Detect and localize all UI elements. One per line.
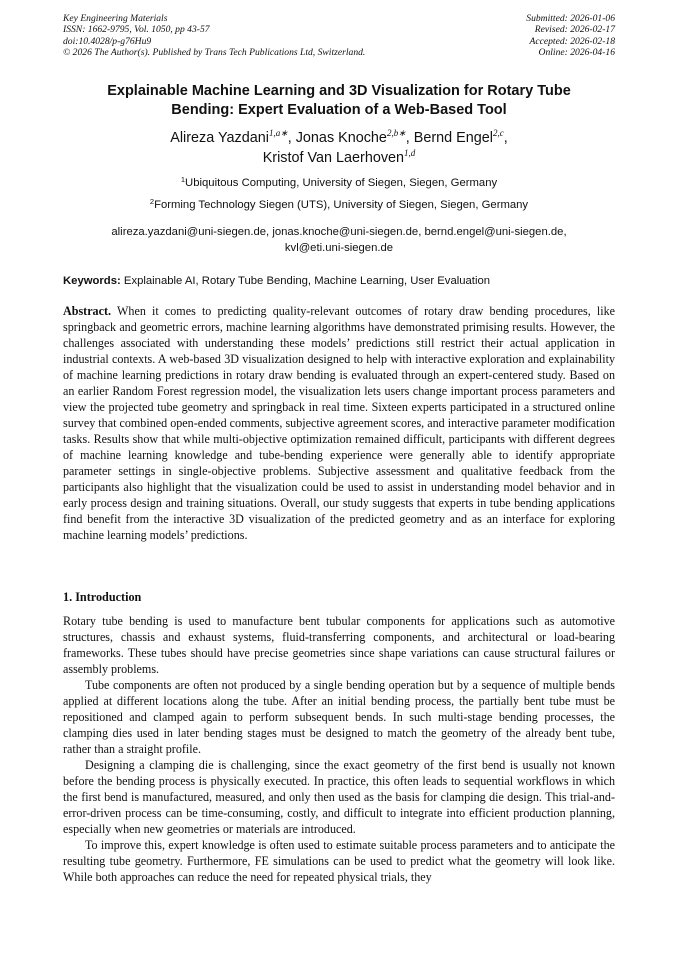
paper-title [63, 82, 615, 120]
author-name: Bernd Engel [413, 130, 493, 146]
submitted-date: Submitted: 2026-01-06 [526, 13, 615, 24]
doi[interactable]: doi:10.4028/p-g76Hu9 [63, 35, 152, 47]
paragraph: To improve this, expert knowledge is often used to estimate suitable process parameters and to anticipate the resulting tube geometry. Furthermore, FE simulations can be used to predict what the geometry will look like. While both approaches can reduce the need for repeated physical trials, they [63, 838, 615, 884]
title-line-1: Explainable Machine Learning and 3D Visualization for Rotary Tube [107, 83, 571, 99]
revised-date: Revised: 2026-02-17 [534, 24, 615, 36]
affiliation-2: $^2$Forming Technology Siegen (UTS), University of Siegen, Siegen, Germany [149, 197, 529, 211]
abstract [63, 303, 615, 543]
introduction-body [63, 613, 615, 885]
author-affiliation-mark: 2,c [492, 128, 504, 138]
abstract-text: When it comes to predicting quality-relevant outcomes of rotary draw bending procedures, like springback and geometric errors, machine learning algorithms have demonstrated primising results. However, the challenges associated with understanding these models’ predictions still restrict their actual application in industrial contexts. A web-based 3D visualization designed to help with interactive exploration and explainability of machine learning predictions in rotary draw bending is evaluated through an expert-centered study. Based on an earlier Random Forest regression model, the visualization lets users change important process parameters and view the projected tube geometry and springback in real time. Sixteen experts participated in a structured online survey that combined open-ended comments, subjective agreement scores, and interactive parameter modification tasks. Results show that while multi-objective optimization remained difficult, participants with different degrees of machine learning knowledge and tube-bending experience were generally able to identify appropriate parameter settings in single-objective problems. Subjective assessment and qualitative feedback from the participants also highlight that the visualization could be used to assist in understanding model behavior and in early process design and training situations. Overall, our study suggests that experts in tube bending applications find benefit from the interactive 3D visualization of the predicted geometry and as an interface for exploring machine learning models’ predictions. [63, 304, 616, 542]
paragraph: Tube components are often not produced by a single bending operation but by a sequence of multiple bends applied at different locations along the tube. After an initial bending process, the partially bent tube must be repositioned and clamped again to perform subsequent bends. In such multi-stage bending processes, the clamping dies used in later bending stages must be designed to match the geometry of the already bent tube, rather than a straight profile. [63, 678, 615, 756]
keywords-label: Keywords: [63, 275, 121, 287]
title-line-2: Bending: Expert Evaluation of a Web-Based Tool [171, 102, 507, 118]
email-line-2[interactable]: kvl@eti.uni-siegen.de [284, 242, 394, 254]
author-emails [63, 224, 615, 256]
publication-header [63, 13, 615, 59]
paragraph: Designing a clamping die is challenging, since the exact geometry of the first bend is usually not known before the bending process is physically executed. In practice, this often leads to sequential workflows in which the first bend is manufactured, measured, and only then used as the basis for clamping die design. This trial-and-error-driven process can be time-consuming, costly, and difficult to integrate into efficient production planning, especially when new geometries or materials are introduced. [63, 758, 615, 836]
affiliation-1: $^1$Ubiquitous Computing, University of Siegen, Siegen, Germany [180, 175, 498, 189]
email-line-1[interactable]: alireza.yazdani@uni-siegen.de, jonas.knoche@uni-siegen.de, bernd.engel@uni-siegen.de, [111, 226, 567, 238]
author-affiliation-mark: 2,b∗ [386, 128, 406, 138]
author-name: Alireza Yazdani [170, 130, 269, 146]
journal-name: Key Engineering Materials [63, 13, 168, 24]
paragraph: Rotary tube bending is used to manufacture bent tubular components for applications such as automotive structures, chassis and exhaust systems, fluid-transferring components, and architectural or load-bearing frameworks. These tubes should have precise geometries since shape variations can cause structural failures or assembly problems. [63, 614, 615, 676]
online-date: Online: 2026-04-16 [538, 47, 615, 59]
keywords [63, 273, 615, 289]
author-name: Jonas Knoche [295, 130, 387, 146]
author-affiliation-mark: 1,d [404, 148, 416, 158]
author-list: Alireza Yazdani$^{1,a∗}$, Jonas Knoche$^{2,b∗}$, Bernd Engel$^{2,c}$, Kristof Van Laerhoven$^{1,d}$ [170, 128, 508, 166]
author-name: Kristof Van Laerhoven [262, 150, 405, 166]
abstract-label: Abstract. [63, 304, 112, 318]
accepted-date: Accepted: 2026-02-18 [529, 35, 615, 47]
issn-volume: ISSN: 1662-9795, Vol. 1050, pp 43-57 [63, 24, 210, 36]
section-heading-introduction: 1. Introduction [63, 590, 142, 604]
copyright-notice: © 2026 The Author(s). Published by Trans Tech Publications Ltd, Switzerland. [63, 47, 366, 59]
keywords-text: Explainable AI, Rotary Tube Bending, Machine Learning, User Evaluation [123, 275, 491, 287]
author-affiliation-mark: 1,a∗ [268, 128, 288, 138]
